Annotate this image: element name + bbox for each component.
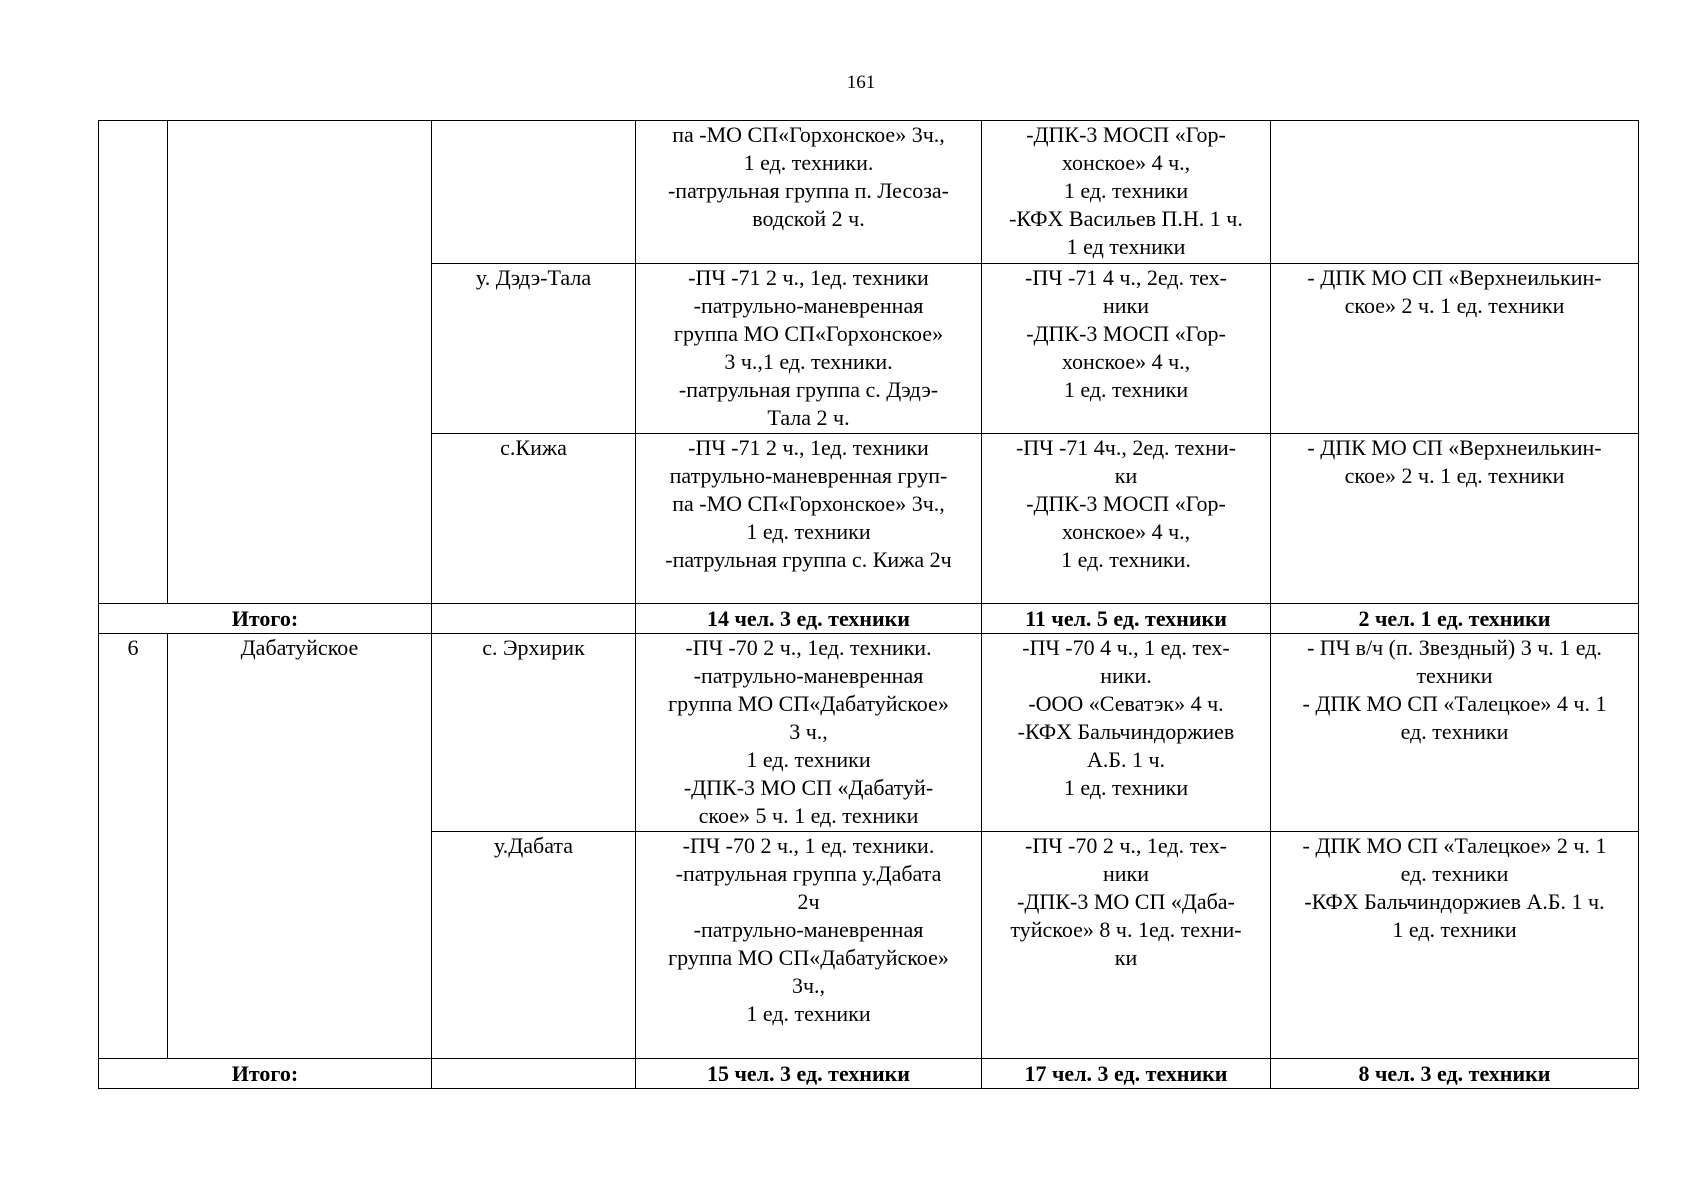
cell-line: -КФХ Васильев П.Н. 1 ч. xyxy=(1009,206,1243,231)
cell-line: ед. техники xyxy=(1400,719,1509,744)
cell-line: 1 ед. техники xyxy=(1063,377,1189,402)
cell-line: 3ч., xyxy=(791,973,826,998)
cell-line: - ДПК МО СП «Верхнеилькин- xyxy=(1307,265,1602,290)
cell-line: 3 ч.,1 ед. техники. xyxy=(724,349,893,374)
cell-line: -ПЧ -71 2 ч., 1ед. техники xyxy=(688,265,929,290)
cell-line: -патрульная группа с. Кижа 2ч xyxy=(665,547,952,572)
total-support: 2 чел. 1 ед. техники xyxy=(1271,604,1639,634)
total-empty-cell xyxy=(432,604,636,634)
number-cell xyxy=(99,121,168,264)
cell-line: -ДПК-3 МОСП «Гор- xyxy=(1026,321,1226,346)
cell-line: хонское» 4 ч., xyxy=(1061,519,1191,544)
total-empty-cell xyxy=(432,1059,636,1089)
forces-table xyxy=(98,120,1639,1089)
cell-line: группа МО СП«Дабатуйское» xyxy=(668,691,949,716)
municipality-cell: Дабатуйское xyxy=(168,634,432,832)
cell-line: хонское» 4 ч., xyxy=(1061,349,1191,374)
cell-line: группа МО СП«Дабатуйское» xyxy=(668,945,949,970)
cell-line: -КФХ Бальчиндоржиев xyxy=(1017,719,1235,744)
cell-line: - ДПК МО СП «Талецкое» 4 ч. 1 xyxy=(1302,691,1607,716)
cell-line: -ДПК-3 МОСП «Гор- xyxy=(1026,122,1226,147)
total-reserve: 11 чел. 5 ед. техники xyxy=(982,604,1271,634)
total-row xyxy=(99,604,1639,634)
table-row xyxy=(99,434,1639,604)
cell-line: ники xyxy=(1102,861,1149,886)
municipality-cell xyxy=(168,832,432,1059)
settlement-cell xyxy=(432,121,636,264)
cell-line: 3 ч., xyxy=(789,719,828,744)
number-cell xyxy=(99,264,168,434)
cell-line: А.Б. 1 ч. xyxy=(1086,747,1166,772)
cell-line: - ПЧ в/ч (п. Звездный) 3 ч. 1 ед. xyxy=(1307,635,1602,660)
table-row xyxy=(99,121,1639,264)
cell-line: ед. техники xyxy=(1400,861,1509,886)
settlement-cell: у.Дабата xyxy=(432,832,636,1059)
cell-line: -патрульная группа с. Дэдэ- xyxy=(678,377,939,402)
total-row xyxy=(99,1059,1639,1089)
support-cell xyxy=(1271,264,1639,434)
cell-line: -ПЧ -70 4 ч., 1 ед. тех- xyxy=(1022,635,1230,660)
settlement-cell: с.Кижа xyxy=(432,434,636,604)
cell-line: -ПЧ -70 2 ч., 1ед. тех- xyxy=(1025,833,1227,858)
cell-line: 1 ед. техники xyxy=(746,747,871,772)
cell-line: группа МО СП«Горхонское» xyxy=(673,321,944,346)
total-forces: 15 чел. 3 ед. техники xyxy=(636,1059,982,1089)
cell-line: 2ч xyxy=(797,889,820,914)
cell-line: -КФХ Бальчиндоржиев А.Б. 1 ч. xyxy=(1304,889,1605,914)
cell-line: 1 ед. техники xyxy=(1063,178,1189,203)
number-cell xyxy=(99,832,168,1059)
forces-cell xyxy=(636,121,982,264)
cell-line: ское» 5 ч. 1 ед. техники xyxy=(698,803,919,828)
number-cell xyxy=(99,434,168,604)
table-row xyxy=(99,832,1639,1059)
cell-line: па -МО СП«Горхонское» 3ч., xyxy=(672,122,945,147)
cell-line: - ДПК МО СП «Талецкое» 2 ч. 1 xyxy=(1302,833,1607,858)
cell-line: 1 ед. техники xyxy=(746,1001,871,1026)
settlement-cell: у. Дэдэ-Тала xyxy=(432,264,636,434)
cell-line: па -МО СП«Горхонское» 3ч., xyxy=(672,491,945,516)
forces-cell xyxy=(636,634,982,832)
cell-line: -ООО «Севатэк» 4 ч. xyxy=(1028,691,1224,716)
cell-line: -патрульно-маневренная xyxy=(693,293,924,318)
cell-line: ское» 2 ч. 1 ед. техники xyxy=(1344,293,1565,318)
reserve-cell xyxy=(982,121,1271,264)
cell-line: -ПЧ -70 2 ч., 1ед. техники. xyxy=(685,635,932,660)
total-reserve: 17 чел. 3 ед. техники xyxy=(982,1059,1271,1089)
cell-line: - ДПК МО СП «Верхнеилькин- xyxy=(1307,435,1602,460)
municipality-cell xyxy=(168,264,432,434)
cell-line: ское» 2 ч. 1 ед. техники xyxy=(1344,463,1565,488)
cell-line: хонское» 4 ч., xyxy=(1061,150,1191,175)
cell-line: -ПЧ -71 4ч., 2ед. техни- xyxy=(1015,435,1237,460)
reserve-cell xyxy=(982,832,1271,1059)
cell-line: 1 ед техники xyxy=(1066,234,1186,259)
cell-line: туйское» 8 ч. 1ед. техни- xyxy=(1010,917,1242,942)
cell-line: Тала 2 ч. xyxy=(767,405,850,430)
support-cell xyxy=(1271,832,1639,1059)
support-cell xyxy=(1271,121,1639,264)
cell-line: водской 2 ч. xyxy=(752,206,865,231)
municipality-cell xyxy=(168,434,432,604)
support-cell xyxy=(1271,434,1639,604)
cell-line: -ДПК-3 МО СП «Даба- xyxy=(1017,889,1235,914)
table-row xyxy=(99,264,1639,434)
total-label: Итого: xyxy=(99,604,432,634)
cell-line: 1 ед. техники xyxy=(746,519,871,544)
cell-line: -патрульная группа п. Лесоза- xyxy=(667,178,950,203)
forces-cell xyxy=(636,434,982,604)
cell-line: 1 ед. техники. xyxy=(743,150,874,175)
cell-line: -ПЧ -71 4 ч., 2ед. тех- xyxy=(1025,265,1227,290)
cell-line: -патрульная группа у.Дабата xyxy=(675,861,942,886)
cell-line: патрульно-маневренная груп- xyxy=(669,463,948,488)
cell-line: -ПЧ -71 2 ч., 1ед. техники xyxy=(688,435,929,460)
cell-line: -ПЧ -70 2 ч., 1 ед. техники. xyxy=(682,833,935,858)
reserve-cell xyxy=(982,264,1271,434)
cell-line: ники. xyxy=(1100,663,1152,688)
cell-line: ки xyxy=(1114,945,1138,970)
table-row xyxy=(99,634,1639,832)
cell-line: -ДПК-3 МО СП «Дабатуй- xyxy=(683,775,934,800)
reserve-cell xyxy=(982,634,1271,832)
municipality-cell xyxy=(168,121,432,264)
cell-line: 1 ед. техники xyxy=(1392,917,1517,942)
cell-line: -патрульно-маневренная xyxy=(693,917,924,942)
forces-cell xyxy=(636,832,982,1059)
settlement-cell: с. Эрхирик xyxy=(432,634,636,832)
cell-line: 1 ед. техники. xyxy=(1061,547,1191,572)
cell-line: 1 ед. техники xyxy=(1063,775,1189,800)
number-cell: 6 xyxy=(99,634,168,832)
cell-line: -ДПК-3 МОСП «Гор- xyxy=(1026,491,1226,516)
cell-line: ники xyxy=(1102,293,1149,318)
support-cell xyxy=(1271,634,1639,832)
reserve-cell xyxy=(982,434,1271,604)
cell-line: техники xyxy=(1416,663,1493,688)
cell-line: ки xyxy=(1114,463,1138,488)
total-support: 8 чел. 3 ед. техники xyxy=(1271,1059,1639,1089)
cell-line: -патрульно-маневренная xyxy=(693,663,924,688)
total-forces: 14 чел. 3 ед. техники xyxy=(636,604,982,634)
page-number: 161 xyxy=(846,72,876,93)
forces-cell xyxy=(636,264,982,434)
total-label: Итого: xyxy=(99,1059,432,1089)
